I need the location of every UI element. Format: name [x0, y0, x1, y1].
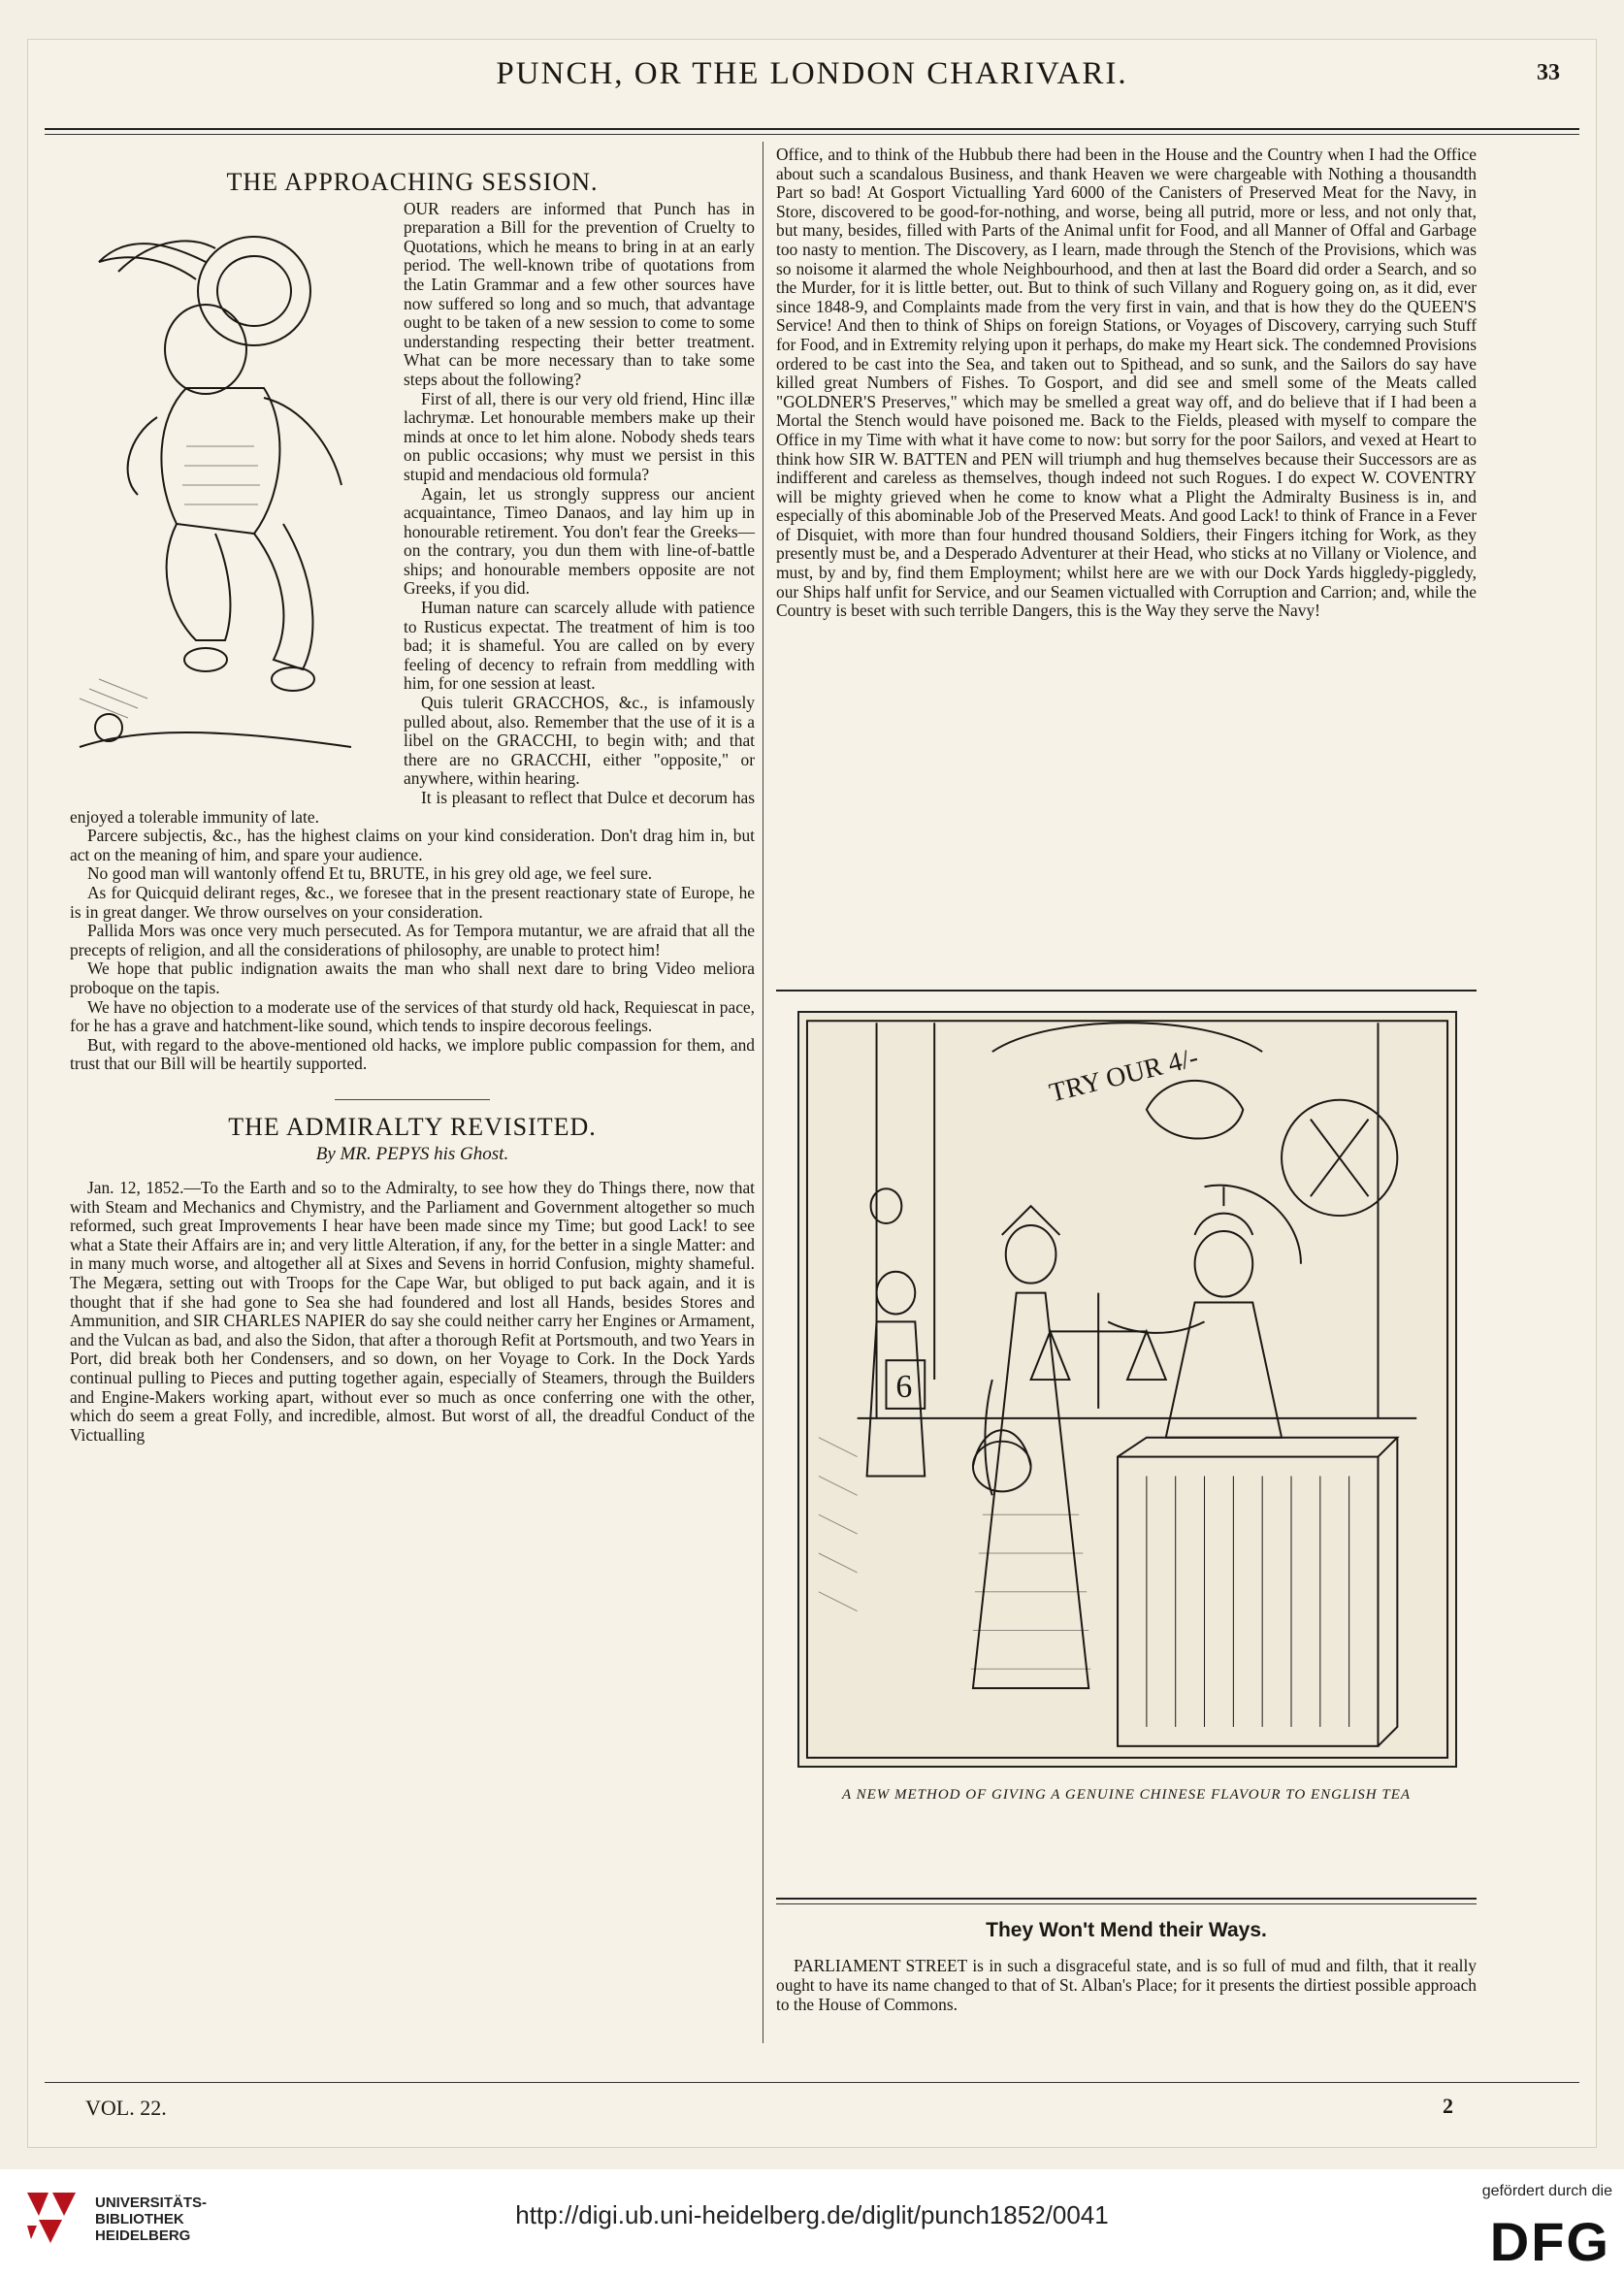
page-header — [0, 39, 1624, 107]
header-rule-thin — [45, 134, 1579, 135]
article-byline: By MR. PEPYS his Ghost. — [315, 1143, 509, 1164]
paragraph: Jan. 12, 1852.—To the Earth and so to the Admiralty, to see how they do Things there, now that with Steam and Mechanics and Chymistry, and the Parliament and Government altogether so much reformed, such great Improvements I hear have been made since my Time; but good Lack! to see what a State their Affairs are in; and very little Alteration, if any, for the better in a single Matter: and in many much worse, and altogether all at Sixes and Sevens in horrid Confusion, mighty shameful. The Megæra, setting out with Troops for the Cape War, but obliged to put back again, and it is thought that if she had gone to Sea she had foundered and lost all Hands, besides Stores and Ammunition, and SIR CHARLES NAPIER do say she could neither carry her Engines or Armament, and the Vulcan as bad, and also the Sidon, that after a thorough Refit at Portsmouth, and two Years in Port, did break both her Condensers, and so down, on her Voyage to Cork. In the Dock Yards continual pulling to Pieces and putting together again, especially of Steamers, through the Builders and Engine-Makers working apart, without ever so much as once conferring one with the other, which do seem a great Folly, and incredible, almost. But worst of all, the dreadful Conduct of the Victualling — [70, 1178, 755, 1445]
library-footer-bar — [0, 2169, 1624, 2276]
cartoon-chinese-tea — [797, 1011, 1457, 1768]
volume-label: VOL. 22. — [85, 2096, 167, 2120]
paragraph: Again, let us strongly suppress our ancient acquaintance, Timeo Danaos, and lay him up in honourable retirement. You don't fear the Greeks—on the contrary, you dun them with line-of-battle ships; and honourable members opposite are not Greeks, if you did. — [404, 483, 755, 599]
paragraph: Human nature can scarcely allude with patience to Rusticus expectat. The treatment of him is too bad; it is shameful. You are called on by every feeling of decency to refrain from meddling with him, for one session at least. — [404, 598, 755, 694]
paragraph: Parcere subjectis, &c., has the highest claims on your kind consideration. Don't drag him in, but act on the meaning of him, and spare your audience. — [70, 826, 755, 864]
section-rule — [335, 1099, 490, 1100]
paragraph: Pallida Mors was once very much persecuted. As for Tempora mutantur, we are afraid that all the precepts of religion, and all the considerations of philosophy, are unable to protect him! — [70, 921, 755, 959]
caption-bottom-rule — [776, 1898, 1477, 1900]
institution-line: BIBLIOTHEK — [95, 2211, 184, 2227]
institution-line: HEIDELBERG — [95, 2227, 191, 2244]
right-column — [776, 146, 1477, 621]
paragraph: Office, and to think of the Hubbub there had been in the House and the Country when I had the Office about such a scandalous Business, and thank Heaven we were chargeable with Nothing a thousandth Part so bad! At Gosport Victualling Yard 6000 of the Canisters of Preserved Meat for the Navy, in Store, discovered to be good-for-nothing, and worse, being all putrid, more or less, and not only that, but many, besides, filled with Parts of the Animal unfit for Food, and all Manner of Offal and Garbage too nasty to mention. The Discovery, as I learn, made through the Stench of the Provisions, which was so noisome it alarmed the whole Neighbourhood, and then at last the Board did order a Search, and so the Murder, for it is little better, out. But to think of such Villany and Roguery going on, as it did, ever since 1848-9, and Complaints made from the very first in vain, and that is how they do the QUEEN'S Service! And then to think of Ships on foreign Stations, or Voyages of Discovery, carrying such Stuff for Food, and in Extremity relying upon it perhaps, do make my Heart sick. The condemned Provisions ordered to be cast into the Sea, and taken out to Spithead, and so sunk, and the Sailors do say have killed great Numbers of Fishes. To Gosport, and did see and smell some of the Meats called "GOLDNER'S Preserves," which may be smelled a great way off, and do believe that if I had been a Mortal the Stench would have poisoned me. Back to the Fields, pleased with myself to compare the Office in my Time with what it have come to now: but sorry for the poor Sailors, and vexed at Heart to think how SIR W. BATTEN and PEN will triumph and hug themselves because their Successors are as indifferent and careless as themselves, though indeed not such Rogues. I do expect W. COVENTRY will be mighty grieved when he come to know what a Plight the Admiralty Business is in, and especially of this abominable Job of the Preserved Meats. And good Lack! to think of France in a Fever of Disquiet, with more than four hundred thousand Soldiers, their Fingers itching for Work, as they presently must be, and a Desperado Adventurer at their Head, who sticks at no Villany or Violence, and must, by and by, find them Employment; whilst here are we with our Dock Yards higgledy-piggledy, our Ships half unfit for Service, and our Seamen victualled with Corruption and Carrion; and, while the Country is beset with such terrible Dangers, this is the Way they serve the Navy! — [776, 145, 1477, 621]
cartoon-number-card: 6 — [895, 1368, 913, 1405]
header-rule — [45, 128, 1579, 130]
cartoon-sign-text: TRY OUR 4/- — [1046, 1042, 1202, 1109]
footer-rule — [45, 2082, 1579, 2083]
paragraph: No good man will wantonly offend Et tu, BRUTE, in his grey old age, we feel sure. — [87, 863, 653, 884]
left-column — [70, 163, 755, 1445]
tuba-player-illustration — [60, 204, 396, 786]
paragraph: But, with regard to the above-mentioned old hacks, we implore public compassion for them, and trust that our Bill will be heartily supported. — [70, 1034, 755, 1074]
paragraph: We hope that public indignation awaits the man who shall next dare to bring Video meliora proboque on the tapis. — [70, 959, 755, 997]
cartoon-top-rule — [776, 990, 1477, 992]
article-title-mend-ways: They Won't Mend their Ways. — [986, 1919, 1267, 1941]
page-number: 33 — [1537, 60, 1560, 85]
sponsor-text: gefördert durch die — [1481, 2183, 1612, 2199]
institution-line: UNIVERSITÄTS- — [95, 2195, 208, 2211]
paragraph: PARLIAMENT STREET is in such a disgraceful state, and is so full of mud and filth, that it really ought to have its name changed to that of St. Alban's Place; for it presents the dirtiest possible approach to the House of Commons. — [776, 1956, 1477, 2014]
article-title-approaching-session: THE APPROACHING SESSION. — [226, 168, 599, 196]
caption-bottom-rule-thin — [776, 1903, 1477, 1904]
paragraph: OUR readers are informed that Punch has in preparation a Bill for the prevention of Cruelty to Quotations, which he means to bring in at an early period. The well-known tribe of quotations from the Latin Grammar and a few other sources have now suffered so long and so much, that advantage ought to be taken of a new session to come to some understanding respecting their better treatment. What can be more necessary than to take some steps about the following? — [404, 198, 755, 389]
paragraph: It is pleasant to reflect that Dulce et decorum has enjoyed a tolerable immunity of late. — [70, 788, 755, 827]
cartoon-caption: A NEW METHOD OF GIVING A GENUINE CHINESE FLAVOUR TO ENGLISH TEA — [841, 1787, 1412, 1803]
digital-library-url[interactable]: http://digi.ub.uni-heidelberg.de/diglit/punch1852/0041 — [515, 2200, 1109, 2229]
paragraph: First of all, there is our very old friend, Hinc illæ lachrymæ. Let honourable members make up their minds at once to let him alone. Nobody sheds tears on public occasions; why must we persist in this stupid and mendacious old formula? — [404, 388, 755, 484]
paragraph: As for Quicquid delirant reges, &c., we foresee that in the present reactionary state of Europe, he is in great danger. We throw ourselves on your consideration. — [70, 882, 755, 922]
article-mend-ways — [776, 1956, 1477, 2014]
paragraph: We have no objection to a moderate use of the services of that sturdy old hack, Requiescat in pace, for he has a grave and hatchment-like sound, which tends to inspire decorous feelings. — [70, 996, 755, 1036]
publication-title: PUNCH, OR THE LONDON CHARIVARI. — [496, 56, 1128, 91]
dfg-logo: DFG — [1489, 2211, 1610, 2272]
article-title-admiralty-revisited: THE ADMIRALTY REVISITED. — [228, 1112, 597, 1141]
signature-mark: 2 — [1443, 2094, 1453, 2118]
paragraph: Quis tulerit GRACCHOS, &c., is infamously pulled about, also. Remember that the use of it is a libel on the GRACCHI, to begin with; and that there are no GRACCHI, either "opposite," or anywhere, within hearing. — [404, 693, 755, 789]
